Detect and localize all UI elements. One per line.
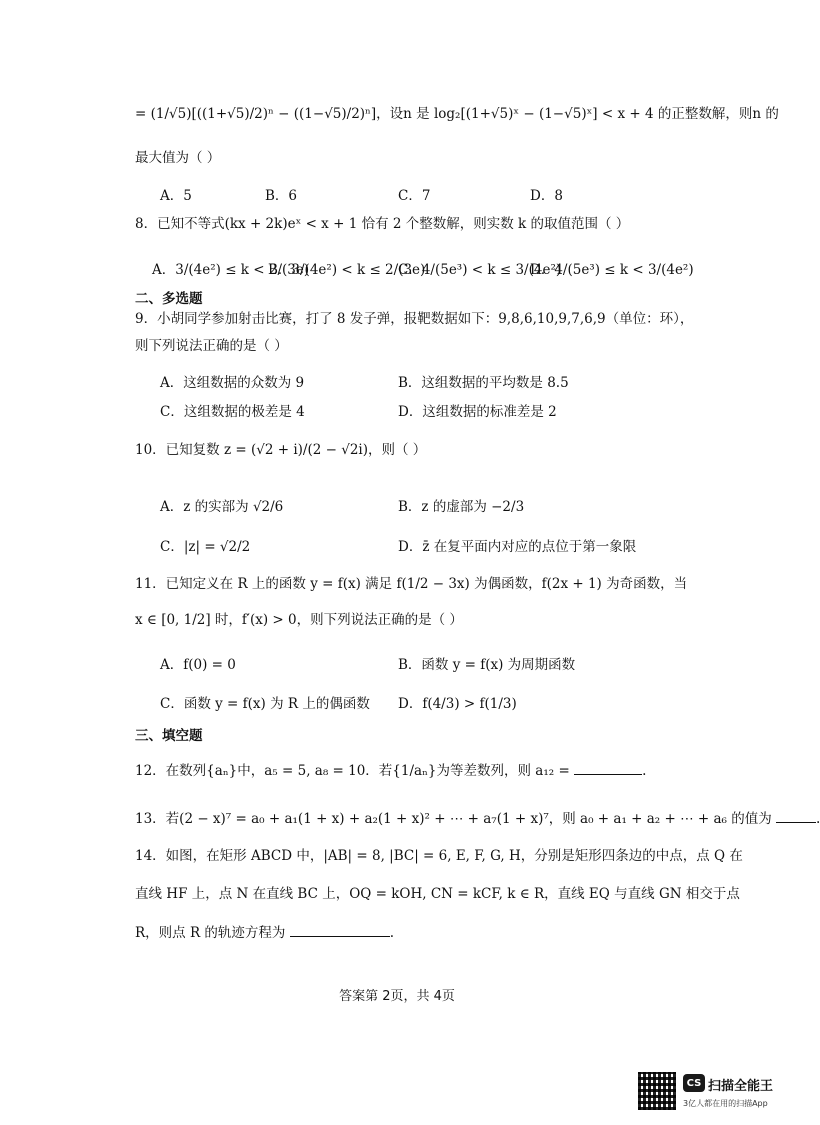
q13-line: 13．若(2 − x)⁷ = a₀ + a₁(1 + x) + a₂(1 + x)² + ⋯ + a₇(1 + x)⁷，则 a₀ + a₁ + a₂ + ⋯ + a₆ 的值为 . [135,811,820,827]
camscanner-logo-icon: CS [683,1074,705,1092]
q11-stem-line2: x ∈ [0, 1/2] 时，f′(x) > 0，则下列说法正确的是（ ） [135,612,463,628]
page-footer: 答案第 2页，共 4页 [339,989,455,1004]
q8-stem: 8．已知不等式(kx + 2k)eˣ < x + 1 恰有 2 个整数解，则实数 k 的取值范围（ ） [135,216,630,232]
q11-stem-line1: 11．已知定义在 R 上的函数 y = f(x) 满足 f(1/2 − 3x) 为偶函数，f(2x + 1) 为奇函数，当 [135,576,688,592]
q9-option-a: A．这组数据的众数为 9 [160,375,305,391]
q14-line2: 直线 HF 上，点 N 在直线 BC 上，OQ = kOH, CN = kCF, k ∈ R，直线 EQ 与直线 GN 相交于点 [135,886,740,902]
qr-code-icon [638,1072,676,1110]
q7-option-a: A．5 [160,188,192,204]
q14-stem: R，则点 R 的轨迹方程为 [135,925,286,941]
q12-answer-blank [574,762,642,775]
q14-answer-blank [290,924,390,937]
q8-option-a: A．3/(4e²) ≤ k < 2/(3e) [152,262,310,278]
q14-line1: 14．如图，在矩形 ABCD 中，|AB| = 8, |BC| = 6, E, F, G, H，分别是矩形四条边的中点，点 Q 在 [135,848,743,864]
q7-option-b: B．6 [265,188,298,204]
q13-answer-blank [776,810,816,823]
q10-option-c: C．|z| = √2/2 [160,539,251,555]
q7-line1 [135,108,779,122]
q11-option-a: A．f(0) = 0 [160,657,236,673]
scanner-app-name: 扫描全能王 [708,1079,774,1094]
q9-option-c: C．这组数据的极差是 4 [160,404,305,420]
q10-option-b: B．z 的虚部为 −2/3 [398,499,525,515]
q11-option-d: D．f(4/3) > f(1/3) [398,696,517,712]
q13-stem: 13．若(2 − x)⁷ = a₀ + a₁(1 + x) + a₂(1 + x)² + ⋯ + a₇(1 + x)⁷，则 a₀ + a₁ + a₂ + ⋯ + a₆ 的值为 [135,811,772,827]
q12-line: 12．在数列{aₙ}中，a₅ = 5, a₈ = 10．若{1/aₙ}为等差数列，则 a₁₂ = . [135,763,647,779]
q7-option-c: C．7 [398,188,431,204]
q12-stem: 12．在数列{aₙ}中，a₅ = 5, a₈ = 10．若{1/aₙ}为等差数列，则 a₁₂ = [135,763,570,779]
q7-condition: n 是 log₂[(1+√5)ˣ − (1−√5)ˣ] < x + 4 的正整数解，则 [403,106,753,122]
section-multi-choice: 二、多选题 [135,291,203,307]
q10-stem: 10．已知复数 z = (√2 + i)/(2 − √2i)，则（ ） [135,442,427,458]
q10-option-d: D．z̄ 在复平面内对应的点位于第一象限 [398,539,637,555]
section-fill-blank: 三、填空题 [135,728,203,744]
q9-stem-line2: 则下列说法正确的是（ ） [135,338,288,354]
q8-option-b: B．3/(4e²) < k ≤ 2/(3e) [268,262,426,278]
q10-option-a: A．z 的实部为 √2/6 [160,499,284,515]
q14-line3: R，则点 R 的轨迹方程为 . [135,925,395,941]
q9-option-d: D．这组数据的标准差是 2 [398,404,557,420]
q7-end: n 的 [752,106,779,122]
q11-option-b: B．函数 y = f(x) 为周期函数 [398,657,576,673]
q7-formula: = (1/√5)[((1+√5)/2)ⁿ − ((1−√5)/2)ⁿ]，设 [135,106,404,122]
q8-option-d: D．4/(5e³) ≤ k < 3/(4e²) [530,262,694,278]
q7-option-d: D．8 [530,188,563,204]
q11-option-c: C．函数 y = f(x) 为 R 上的偶函数 [160,696,370,712]
q8-option-c: C．4/(5e³) < k ≤ 3/(4e²) [398,262,562,278]
q9-option-b: B．这组数据的平均数是 8.5 [398,375,569,391]
scanner-tagline: 3亿人都在用的扫描App [683,1099,768,1108]
q7-line2: 最大值为（ ） [135,150,221,166]
q9-stem-line1: 9．小胡同学参加射击比赛，打了 8 发子弹，报靶数据如下：9,8,6,10,9,7,6,9（单位：环）， [135,311,694,327]
